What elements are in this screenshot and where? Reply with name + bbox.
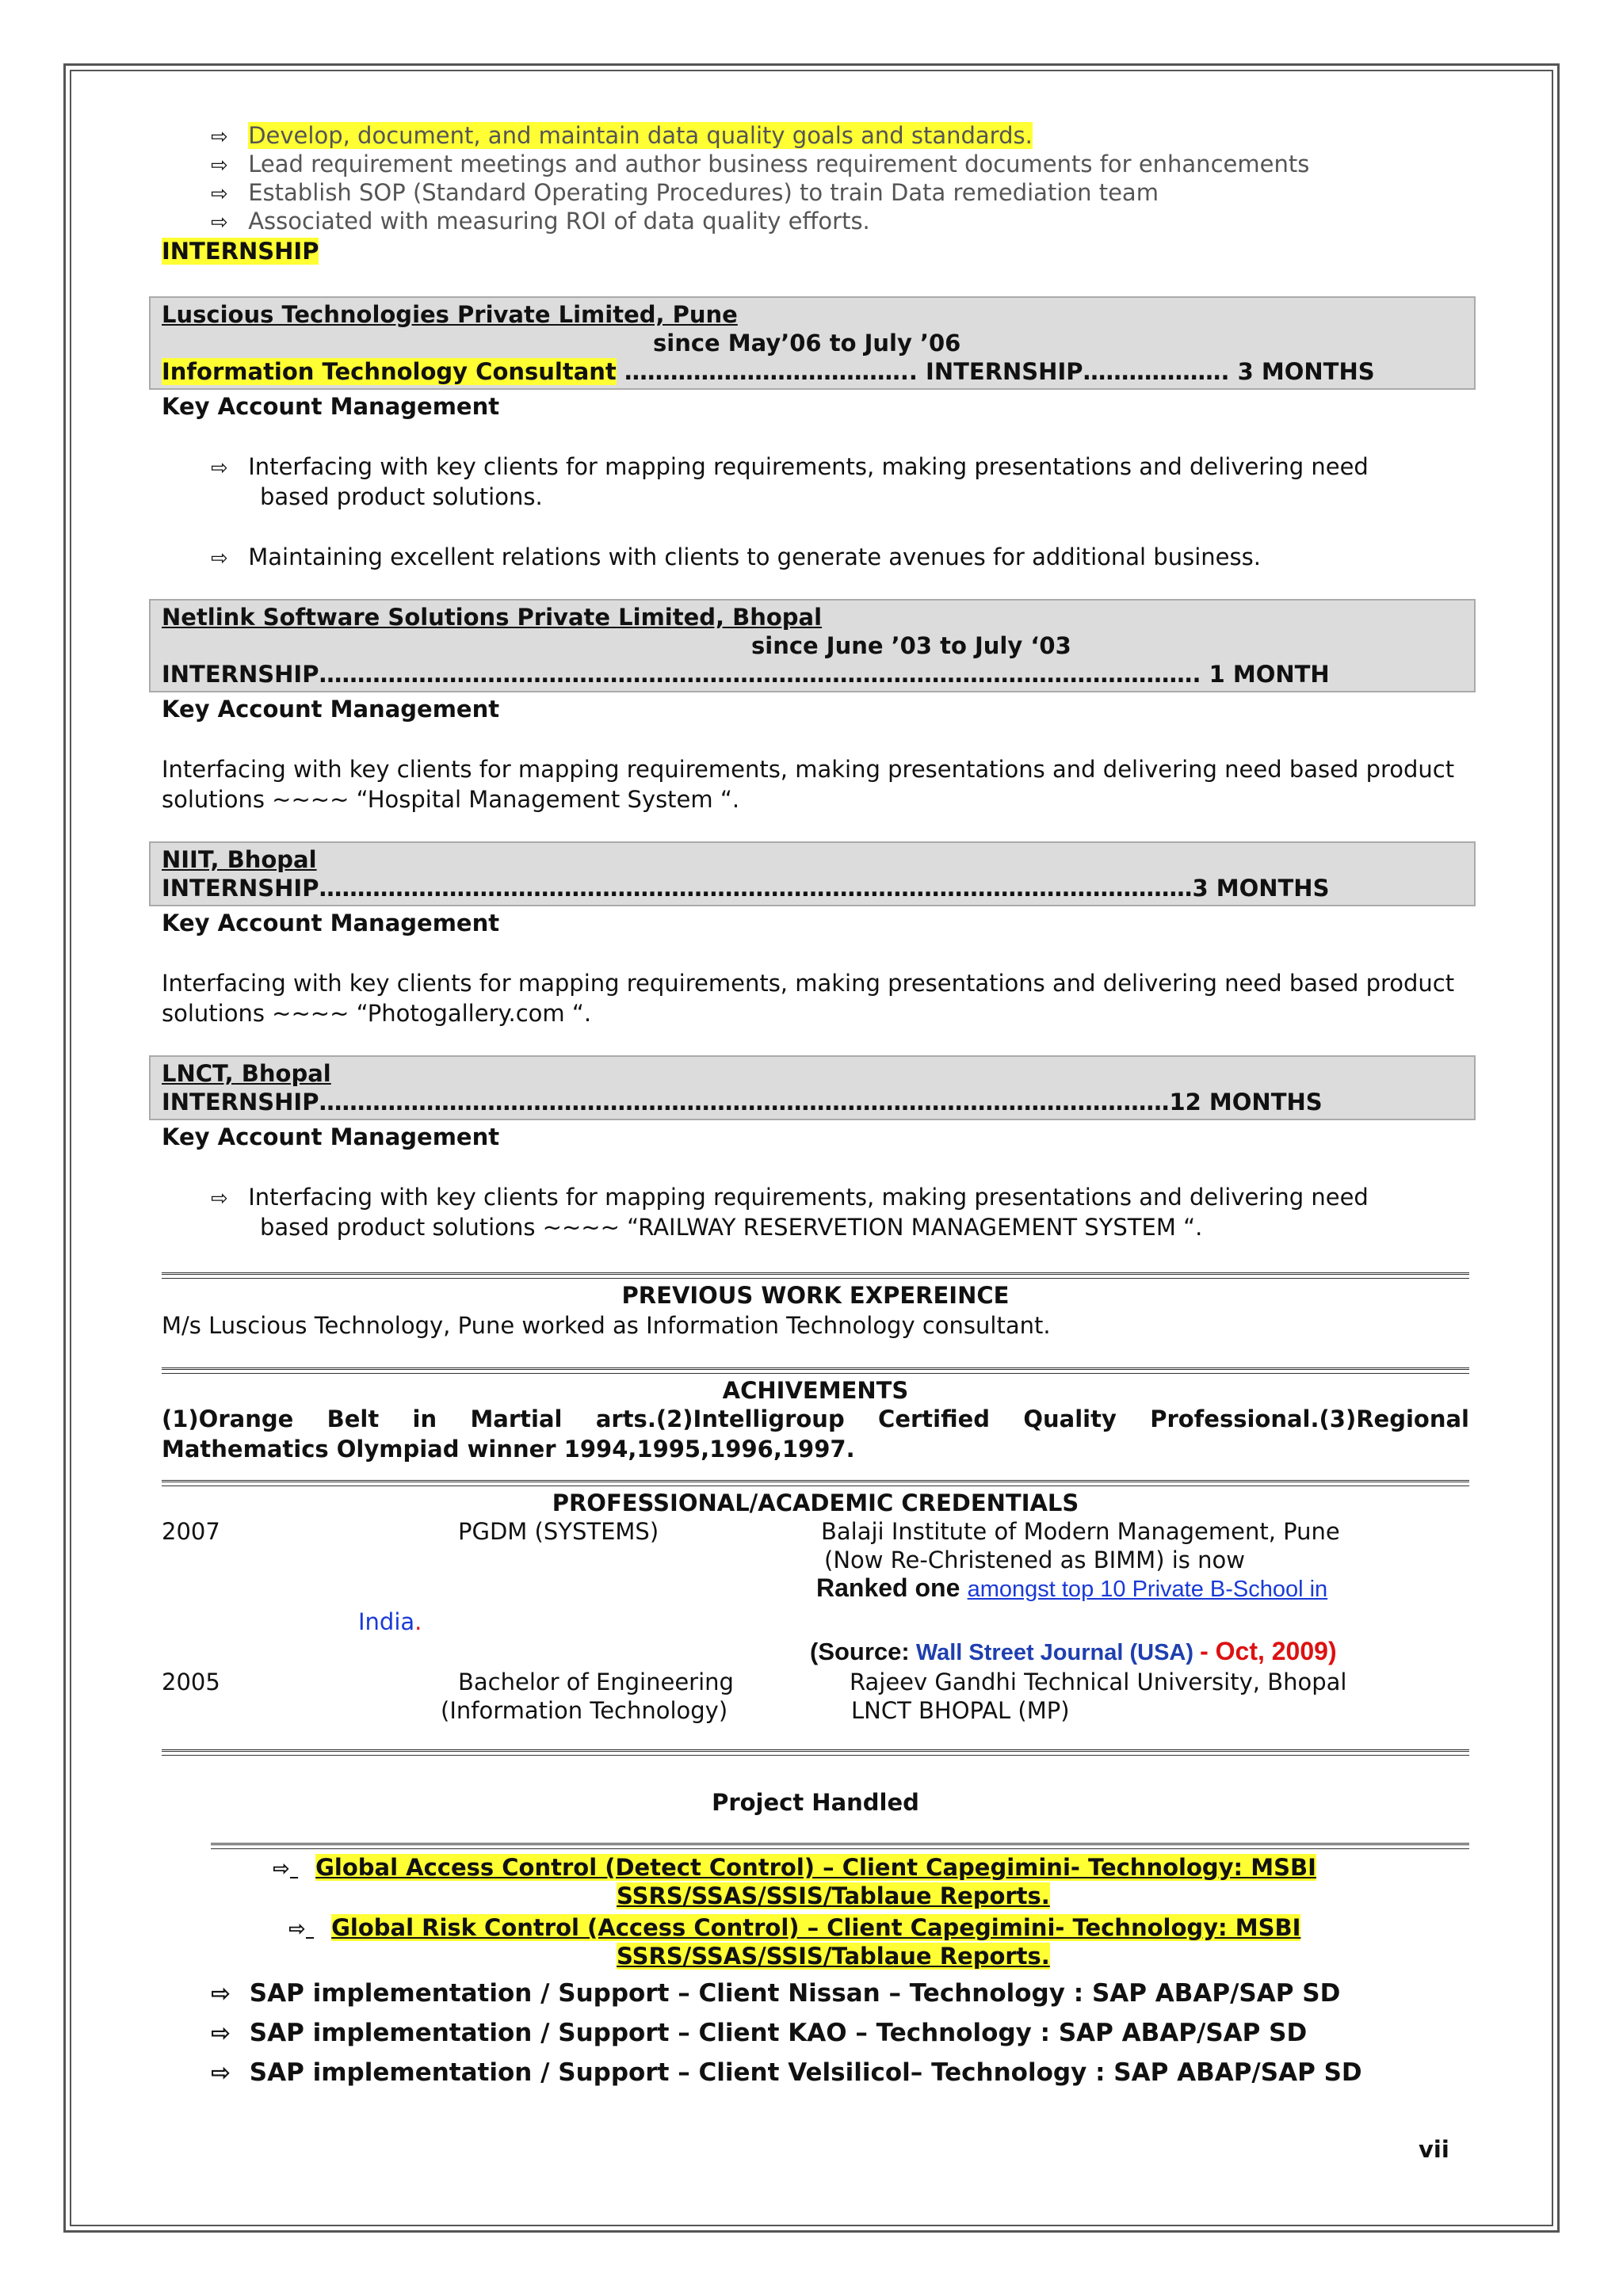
credential-ranking-cont: India. <box>358 1608 422 1635</box>
job-role-line <box>162 358 1375 385</box>
bullet-text-cont: based product solutions. <box>260 483 543 510</box>
arrow-right-icon: ⇨ <box>211 456 228 480</box>
arrow-right-icon: ⇨ <box>211 211 228 235</box>
job-duration: ……………………………….. INTERNSHIP………………. 3 MONTHS <box>616 358 1375 385</box>
section-heading: Project Handled <box>712 1789 919 1816</box>
bullet-item <box>211 543 1261 570</box>
bullet-text-cont: based product solutions ~~~~ “RAILWAY RESERVETION MANAGEMENT SYSTEM “. <box>260 1214 1203 1241</box>
job-duration: INTERNSHIP…………………………………………………………………………………………………12 MONTHS <box>162 1089 1323 1116</box>
company-name: LNCT, Bhopal <box>162 1060 331 1087</box>
credential-institute: (Now Re-Christened as BIMM) is now <box>824 1547 1245 1573</box>
section-divider <box>162 1272 1469 1279</box>
project-item-cont: SSRS/SSAS/SSIS/Tablaue Reports. <box>617 1882 1050 1909</box>
section-divider <box>162 1367 1469 1374</box>
bullet-text: Establish SOP (Standard Operating Procedures) to train Data remediation team <box>248 179 1159 206</box>
project-item: ⇨ SAP implementation / Support – Client Nissan – Technology : SAP ABAP/SAP SD <box>211 1979 1341 2008</box>
job-area: Key Account Management <box>162 393 500 420</box>
job-desc: solutions ~~~~ “Photogallery.com “. <box>162 1000 592 1027</box>
job-desc: solutions ~~~~ “Hospital Management System “. <box>162 786 740 813</box>
bullet-text: Interfacing with key clients for mapping requirements, making presentations and delivering need <box>248 453 1369 480</box>
job-role: Information Technology Consultant <box>162 358 617 385</box>
arrow-right-icon: ⇨ <box>273 1857 290 1881</box>
section-text: M/s Luscious Technology, Pune worked as Information Technology consultant. <box>162 1312 1051 1339</box>
arrow-right-icon: ⇨ <box>211 2059 231 2087</box>
job-area: Key Account Management <box>162 1123 500 1150</box>
project-item: ⇨ SAP implementation / Support – Client Velsilicol– Technology : SAP ABAP/SAP SD <box>211 2058 1362 2087</box>
bullet-item <box>211 453 1369 480</box>
project-item: ⇨ Global Access Control (Detect Control) – Client Capegimini- Technology: MSBI <box>273 1854 1316 1881</box>
company-name: NIIT, Bhopal <box>162 846 317 873</box>
job-duration: INTERNSHIP……………………………………………………………………………………………………. 1 MONTH <box>162 661 1330 688</box>
internship-heading: INTERNSHIP <box>162 238 319 265</box>
credential-institute: LNCT BHOPAL (MP) <box>851 1697 1070 1724</box>
bullet-text: Develop, document, and maintain data quality goals and standards. <box>248 122 1033 149</box>
credential-institute: Balaji Institute of Modern Management, Pune <box>821 1518 1340 1545</box>
job-duration: INTERNSHIP……………………………………………………………………………………………………3 MONTHS <box>162 875 1330 902</box>
bullet-item <box>211 208 870 235</box>
project-item: ⇨ Global Risk Control (Access Control) – Client Capegimini- Technology: MSBI <box>288 1914 1301 1941</box>
bullet-text: Interfacing with key clients for mapping requirements, making presentations and delivering need <box>248 1184 1369 1211</box>
bullet-item <box>211 179 1159 206</box>
page-number: vii <box>1419 2136 1449 2163</box>
bullet-item <box>211 122 1033 149</box>
arrow-right-icon: ⇨ <box>211 1187 228 1211</box>
job-period: since May’06 to July ’06 <box>653 330 961 357</box>
india-link[interactable]: India <box>358 1608 415 1635</box>
job-period: since June ’03 to July ‘03 <box>751 632 1071 659</box>
credential-institute: Rajeev Gandhi Technical University, Bhopal <box>850 1669 1347 1695</box>
job-desc: Interfacing with key clients for mapping requirements, making presentations and delivering need based product <box>162 756 1455 783</box>
project-item-cont: SSRS/SSAS/SSIS/Tablaue Reports. <box>617 1943 1050 1970</box>
achievements-line: Mathematics Olympiad winner 1994,1995,1996,1997. <box>162 1436 855 1463</box>
arrow-right-icon: ⇨ <box>211 182 228 206</box>
credential-degree: (Information Technology) <box>441 1697 728 1724</box>
credential-year: 2005 <box>162 1669 220 1695</box>
bullet-text: Maintaining excellent relations with clients to generate avenues for additional business. <box>248 543 1261 570</box>
credential-year: 2007 <box>162 1518 220 1545</box>
arrow-right-icon: ⇨ <box>211 2019 231 2047</box>
arrow-right-icon: ⇨ <box>211 1980 231 2008</box>
job-desc: Interfacing with key clients for mapping requirements, making presentations and delivering need based product <box>162 970 1455 997</box>
project-item: ⇨ SAP implementation / Support – Client KAO – Technology : SAP ABAP/SAP SD <box>211 2019 1308 2047</box>
arrow-right-icon: ⇨ <box>211 154 228 177</box>
job-area: Key Account Management <box>162 910 500 936</box>
arrow-right-icon: ⇨ <box>211 125 228 149</box>
section-heading: PROFESSIONAL/ACADEMIC CREDENTIALS <box>552 1489 1079 1516</box>
credential-degree: PGDM (SYSTEMS) <box>458 1518 659 1545</box>
credential-source: (Source: Wall Street Journal (USA) - Oct, 2009) <box>810 1637 1337 1665</box>
section-heading: PREVIOUS WORK EXPEREINCE <box>621 1282 1010 1309</box>
credential-ranking: Ranked one amongst top 10 Private B-School in <box>816 1573 1328 1602</box>
credential-degree: Bachelor of Engineering <box>458 1669 734 1695</box>
bullet-text: Lead requirement meetings and author business requirement documents for enhancements <box>248 151 1310 177</box>
bullet-text: Associated with measuring ROI of data quality efforts. <box>248 208 870 235</box>
bullet-item <box>211 151 1309 177</box>
job-area: Key Account Management <box>162 696 500 723</box>
section-divider <box>211 1843 1469 1849</box>
bullet-item <box>211 1184 1369 1211</box>
ranking-link[interactable]: amongst top 10 Private B-School in <box>967 1577 1328 1602</box>
achievements-line: (1)Orange Belt in Martial arts.(2)Intelligroup Certified Quality Professional.(3)Regional <box>162 1405 1469 1432</box>
section-heading: ACHIVEMENTS <box>722 1377 909 1404</box>
arrow-right-icon: ⇨ <box>211 547 228 570</box>
company-name: Luscious Technologies Private Limited, Pune <box>162 301 738 328</box>
section-divider <box>162 1749 1469 1756</box>
company-name: Netlink Software Solutions Private Limited, Bhopal <box>162 604 823 631</box>
arrow-right-icon: ⇨ <box>288 1917 306 1941</box>
section-divider <box>162 1480 1469 1486</box>
